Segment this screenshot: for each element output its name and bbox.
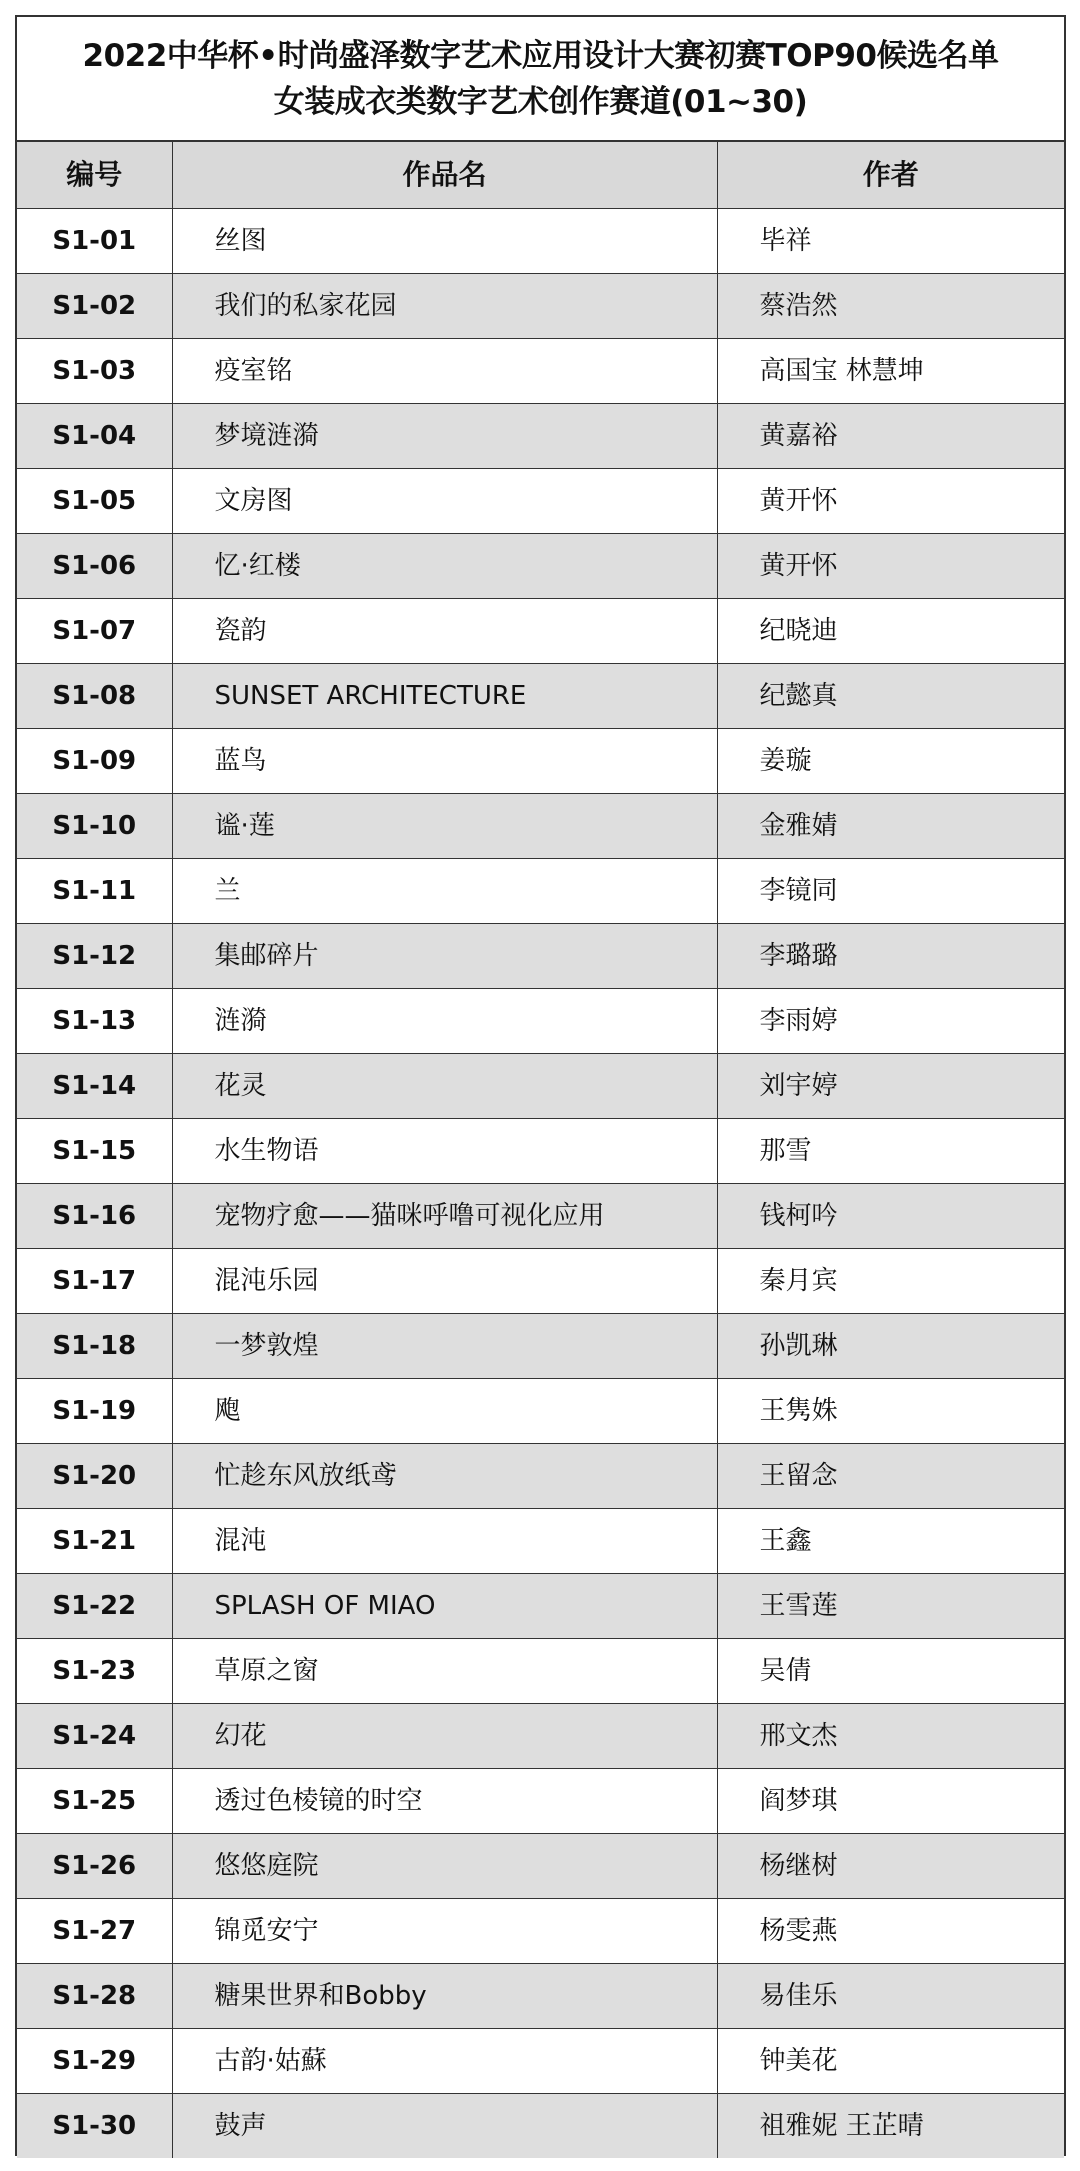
- entry-id: S1-23: [17, 1638, 172, 1703]
- table-row: [17, 728, 1064, 793]
- entry-id: S1-25: [17, 1768, 172, 1833]
- table-row: [17, 338, 1064, 403]
- table-row: [17, 1053, 1064, 1118]
- entry-author: 黄开怀: [717, 533, 1064, 598]
- table-row: [17, 793, 1064, 858]
- entry-id: S1-10: [17, 793, 172, 858]
- entry-author: 纪晓迪: [717, 598, 1064, 663]
- table-row: [17, 1898, 1064, 1963]
- entry-author: 那雪: [717, 1118, 1064, 1183]
- entry-work-title: 涟漪: [172, 988, 717, 1053]
- entry-id: S1-06: [17, 533, 172, 598]
- entry-work-title: 花灵: [172, 1053, 717, 1118]
- table-header-row: [17, 142, 1064, 208]
- entry-work-title: 鼓声: [172, 2093, 717, 2158]
- table-row: [17, 273, 1064, 338]
- entry-author: 黄开怀: [717, 468, 1064, 533]
- entry-work-title: 疫室铭: [172, 338, 717, 403]
- entry-id: S1-14: [17, 1053, 172, 1118]
- entry-author: 阎梦琪: [717, 1768, 1064, 1833]
- table-row: [17, 1963, 1064, 2028]
- column-header-id: 编号: [17, 142, 172, 208]
- table-row: [17, 1768, 1064, 1833]
- entry-work-title: 我们的私家花园: [172, 273, 717, 338]
- entry-author: 纪懿真: [717, 663, 1064, 728]
- entry-author: 王留念: [717, 1443, 1064, 1508]
- table-row: [17, 1703, 1064, 1768]
- entry-id: S1-08: [17, 663, 172, 728]
- entry-work-title: 透过色棱镜的时空: [172, 1768, 717, 1833]
- entry-author: 王鑫: [717, 1508, 1064, 1573]
- candidate-table: [17, 142, 1064, 2158]
- entry-id: S1-17: [17, 1248, 172, 1313]
- column-header-work: 作品名: [172, 142, 717, 208]
- table-row: [17, 1118, 1064, 1183]
- entry-id: S1-12: [17, 923, 172, 988]
- table-row: [17, 598, 1064, 663]
- entry-author: 孙凯琳: [717, 1313, 1064, 1378]
- table-row: [17, 1638, 1064, 1703]
- table-row: [17, 1378, 1064, 1443]
- entry-work-title: 混沌: [172, 1508, 717, 1573]
- entry-author: 李镜同: [717, 858, 1064, 923]
- entry-work-title: 宠物疗愈——猫咪呼噜可视化应用: [172, 1183, 717, 1248]
- table-row: [17, 988, 1064, 1053]
- entry-work-title: SUNSET ARCHITECTURE: [172, 663, 717, 728]
- table-row: [17, 1183, 1064, 1248]
- entry-author: 邢文杰: [717, 1703, 1064, 1768]
- entry-work-title: 谧·莲: [172, 793, 717, 858]
- table-row: [17, 663, 1064, 728]
- entry-id: S1-29: [17, 2028, 172, 2093]
- entry-work-title: 悠悠庭院: [172, 1833, 717, 1898]
- entry-author: 易佳乐: [717, 1963, 1064, 2028]
- entry-work-title: 混沌乐园: [172, 1248, 717, 1313]
- entry-id: S1-11: [17, 858, 172, 923]
- entry-work-title: 梦境涟漪: [172, 403, 717, 468]
- table-row: [17, 1508, 1064, 1573]
- entry-author: 金雅婧: [717, 793, 1064, 858]
- entry-work-title: 丝图: [172, 208, 717, 273]
- entry-work-title: 蓝鸟: [172, 728, 717, 793]
- entry-id: S1-03: [17, 338, 172, 403]
- table-row: [17, 1313, 1064, 1378]
- entry-work-title: 锦觅安宁: [172, 1898, 717, 1963]
- table-row: [17, 468, 1064, 533]
- entry-author: 高国宝 林慧坤: [717, 338, 1064, 403]
- entry-work-title: 草原之窗: [172, 1638, 717, 1703]
- entry-work-title: 文房图: [172, 468, 717, 533]
- entry-id: S1-30: [17, 2093, 172, 2158]
- table-row: [17, 1833, 1064, 1898]
- entry-author: 王雪莲: [717, 1573, 1064, 1638]
- entry-work-title: 飑: [172, 1378, 717, 1443]
- page-title: 2022中华杯•时尚盛泽数字艺术应用设计大赛初赛TOP90候选名单: [82, 37, 999, 74]
- table-row: [17, 403, 1064, 468]
- table-row: [17, 208, 1064, 273]
- table-row: [17, 533, 1064, 598]
- table-row: [17, 923, 1064, 988]
- entry-author: 姜璇: [717, 728, 1064, 793]
- entry-id: S1-18: [17, 1313, 172, 1378]
- entry-author: 王隽姝: [717, 1378, 1064, 1443]
- table-row: [17, 2093, 1064, 2158]
- entry-id: S1-02: [17, 273, 172, 338]
- entry-author: 秦月宾: [717, 1248, 1064, 1313]
- entry-author: 杨雯燕: [717, 1898, 1064, 1963]
- entry-id: S1-09: [17, 728, 172, 793]
- table-row: [17, 858, 1064, 923]
- entry-work-title: 兰: [172, 858, 717, 923]
- entry-work-title: 集邮碎片: [172, 923, 717, 988]
- page-subtitle: 女装成衣类数字艺术创作赛道(01~30): [273, 83, 808, 120]
- entry-author: 钱柯吟: [717, 1183, 1064, 1248]
- entry-author: 蔡浩然: [717, 273, 1064, 338]
- entry-id: S1-24: [17, 1703, 172, 1768]
- entry-id: S1-20: [17, 1443, 172, 1508]
- table-row: [17, 1443, 1064, 1508]
- table-row: [17, 1573, 1064, 1638]
- entry-author: 李雨婷: [717, 988, 1064, 1053]
- candidate-list-sheet: [15, 15, 1066, 2156]
- entry-work-title: 忙趁东风放纸鸢: [172, 1443, 717, 1508]
- entry-id: S1-16: [17, 1183, 172, 1248]
- entry-id: S1-13: [17, 988, 172, 1053]
- table-row: [17, 2028, 1064, 2093]
- entry-author: 黄嘉裕: [717, 403, 1064, 468]
- entry-work-title: 幻花: [172, 1703, 717, 1768]
- entry-author: 李璐璐: [717, 923, 1064, 988]
- entry-id: S1-07: [17, 598, 172, 663]
- table-row: [17, 1248, 1064, 1313]
- entry-id: S1-05: [17, 468, 172, 533]
- entry-work-title: 古韵·姑蘇: [172, 2028, 717, 2093]
- entry-id: S1-21: [17, 1508, 172, 1573]
- entry-work-title: 瓷韵: [172, 598, 717, 663]
- entry-id: S1-22: [17, 1573, 172, 1638]
- column-header-author: 作者: [717, 142, 1064, 208]
- entry-id: S1-15: [17, 1118, 172, 1183]
- entry-work-title: 水生物语: [172, 1118, 717, 1183]
- entry-work-title: 糖果世界和Bobby: [172, 1963, 717, 2028]
- entry-author: 祖雅妮 王芷晴: [717, 2093, 1064, 2158]
- entry-id: S1-27: [17, 1898, 172, 1963]
- entry-author: 钟美花: [717, 2028, 1064, 2093]
- entry-id: S1-28: [17, 1963, 172, 2028]
- entry-id: S1-01: [17, 208, 172, 273]
- entry-id: S1-26: [17, 1833, 172, 1898]
- entry-author: 杨继树: [717, 1833, 1064, 1898]
- entry-author: 刘宇婷: [717, 1053, 1064, 1118]
- entry-author: 吴倩: [717, 1638, 1064, 1703]
- entry-id: S1-04: [17, 403, 172, 468]
- entry-author: 毕祥: [717, 208, 1064, 273]
- table-body: [17, 208, 1064, 2158]
- title-block: [17, 17, 1064, 142]
- entry-id: S1-19: [17, 1378, 172, 1443]
- entry-work-title: SPLASH OF MIAO: [172, 1573, 717, 1638]
- entry-work-title: 忆·红楼: [172, 533, 717, 598]
- entry-work-title: 一梦敦煌: [172, 1313, 717, 1378]
